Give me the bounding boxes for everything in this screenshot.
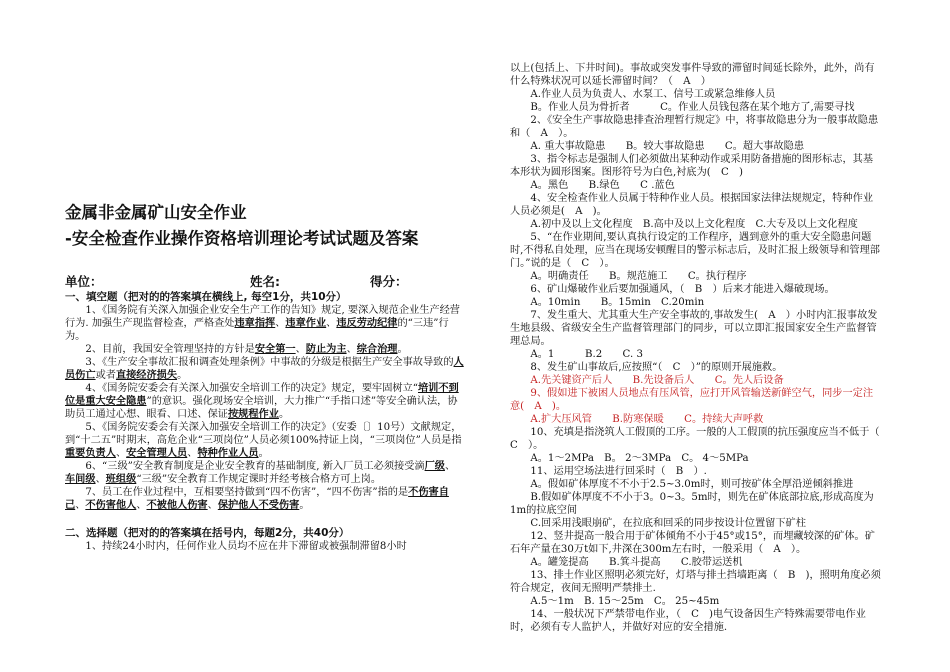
- header-fields: [65, 272, 465, 290]
- choice-q7-stem: 7、发生重大、尤其重大生产安全事故的,事故发生( A ）小时内汇报事故发生地县级、省级安全生产监督管理部门的同步，可以立即汇报国家安全生产监督管理总局。: [510, 310, 878, 347]
- choice-q7-options: A。1 B.2 C. 3: [530, 349, 643, 360]
- fill-q7: 7、员工在作业过程中，互相要坚持做到“四不伤害”，“四不伤害”指的是不伤害自己、不伤害他人、不被他人伤害、保护他人不受伤害。: [65, 486, 449, 511]
- section2-heading: 二、选择题（把对的的答案填在括号内，每题2分，共40分）: [65, 527, 350, 539]
- doc-title-line2: -安全检查作业操作资格培训理论考试试题及答案: [65, 229, 419, 248]
- unit-label: 单位：: [65, 274, 103, 289]
- choice-q4-stem: 4、安全检查作业人员属于特种作业人员。根据国家法律法规规定，特种作业人员必须是( A )。: [510, 193, 874, 217]
- choice-q1-options-bc: B。作业人员为骨折者 C。作业人员钱包落在某个地方了,需要寻找: [530, 102, 855, 113]
- choice-q13-options: A.5～1m B. 15～25m C。 25~45m: [530, 596, 720, 607]
- choice-q6-options: A。10min B。15min C.20min: [530, 297, 705, 308]
- choice-q2-stem: 2、《安全生产事故隐患排查治理暂行规定》中，将事故隐患分为一般事故隐患和（ A ）。: [510, 115, 879, 139]
- choice-q9-stem: 9、假如进下被困人员地点有压风管，应打开风管输送新鲜空气，同步一定注意( A )。: [510, 388, 874, 412]
- choice-q9-options: A.扩大压风管 B.防寒保暖 C。持续大声呼救: [530, 414, 764, 425]
- choice-q4-options: A.初中及以上文化程度 B.高中及以上文化程度 C.大专及以上文化程度: [530, 219, 858, 230]
- left-column: [65, 0, 465, 553]
- choice-q8-options: A.先关键资产后人 B.先设备后人 C。先人后设备: [530, 375, 784, 386]
- choice-q6-stem: 6、矿山爆破作业后要加强通风，（ B ）后来才能进入爆破现场。: [530, 284, 835, 295]
- choice-q1-option-a: A.作业人员为负责人、水泵工、信号工或紧急维修人员: [530, 89, 776, 100]
- doc-title-line1: 金属非金属矿山安全作业: [65, 203, 247, 222]
- choice-q3-options: A。黑色 B.绿色 C .蓝色: [530, 180, 675, 191]
- name-label: 姓名:: [250, 274, 280, 289]
- section1-heading: 一、填空题（把对的的答案填在横线上, 每空1分，共10分）: [65, 291, 347, 303]
- choice-q5-options: A。明确责任 B。规范施工 C。执行程序: [530, 271, 747, 282]
- choice-q10-options: A。1～2MPa B。 2～3MPa C。 4～5MPa: [530, 453, 749, 464]
- choice-q3-stem: 3、指令标志是强制人们必须做出某种动作或采用防备措施的图形标志，其基本形状为圆形图案。图形符号为白色,衬底为( C ): [510, 154, 874, 178]
- choice-q8-stem: 8、发生矿山事故后,应按照“（ C ）”的原则开展施救。: [530, 362, 783, 373]
- fill-q6: 6、“三级”安全教育制度是企业安全教育的基础制度, 新入厂员工必须接受滴厂级、车间级、班组级“三级”安全教育工作规定课时并经考核合格方可上岗。: [65, 460, 456, 485]
- choice-q14-stem: 14、一般状况下严禁带电作业，（ C )电气设备因生产特殊需要带电作业时，必须有专人监护人，并做好对应的安全措施.: [510, 609, 866, 633]
- choice-q11-option-c: C.回采用浅眼崩矿，在拉底和回采的同步按设计位置留下矿柱: [530, 518, 806, 529]
- choice-q11-option-a: A。假如矿体厚度不不小于2.5~3.0m时，则可按矿体全厚沿逆倾斜推进: [530, 479, 854, 490]
- fill-q5: 5、《国务院安委会有关深入加强安全培训工作的决定》（安委〔〕10号）文献规定，到“十二五”时期末，高危企业“三项岗位”人员必须100%持证上岗，“三项岗位”人员是指重要负责人、安全管理人员、特种作业人员。: [65, 422, 462, 459]
- choice-q11-stem: 11、运用空场法进行回采时（ B ）.: [530, 466, 707, 477]
- score-label: 得分：: [370, 274, 408, 289]
- choice-q1-stem-left: 1、持续24小时内，任何作业人员均不应在井下滞留或被强制滞留8小时: [85, 541, 407, 552]
- choice-q11-option-b: B.假如矿体厚度不不小于3。0~3。5m时，则先在矿体底部拉底,形成高度为1m的拉底空间: [510, 492, 874, 516]
- choice-q10-stem: 10、充填是指浇筑人工假顶的工序。一般的人工假顶的抗压强度应当不低于（ C ）。: [510, 427, 890, 451]
- choice-q13-stem: 13、排土作业区照明必须完好，灯塔与排土挡墙距离（ B )，照明角度必须符合规定，夜间无照明严禁排土.: [510, 570, 881, 594]
- fill-q3: 3、《生产安全事故汇报和调查处理条例》中事故的分级是根据生产安全事故导致的人员伤亡或者直接经济损失。: [65, 356, 464, 381]
- fill-q4: 4、《国务院安委会有关深入加强安全培训工作的决定》规定，要牢固树立“培训不到位是重大安全隐患”的意识。强化现场安全培训，大力推广“手指口述”等安全确认法，协助员工通过心想、眼看、口述、保证按规程作业。: [65, 382, 459, 420]
- choice-q1-stem-right: 以上(包括上、下井时间)。事故或突发事件导致的滞留时间延长除外，此外，尚有什么特殊状况可以延长滞留时间？（ A ）: [510, 63, 875, 87]
- fill-q1: 1、《国务院有关深入加强企业安全生产工作的告知》规定, 要深入规范企业生产经营行为. 加强生产现监督检查，严格查处违章指挥、违章作业、违反劳动纪律的“三违”行为。: [65, 305, 460, 342]
- choice-q2-options: A. 重大事故隐患 B。较大事故隐患 C。超大事故隐患: [530, 141, 805, 152]
- choice-q5-stem: 5、“在作业期间,要认真执行设定的工作程序，遇到意外的重大安全隐患问题时,不得私自处理，应当在现场安顿醒目的警示标志后，及时汇报上级领导和管理部门。”说的是（ C ）。: [510, 232, 880, 269]
- fill-q2: 2、目前，我国安全管理坚持的方针是安全第一、防止为主、综合治理。: [85, 343, 408, 355]
- choice-q12-options: A。罐笼提高 B.箕斗提高 C.胶带运送机: [530, 557, 743, 568]
- right-column: [510, 62, 890, 634]
- choice-q12-stem: 12、竖井提高一般合用于矿体倾角不小于45°或15°，而埋藏较深的矿体。矿石年产量在30万t如下,井深在300m左右时，一般采用（ A ）。: [510, 531, 875, 555]
